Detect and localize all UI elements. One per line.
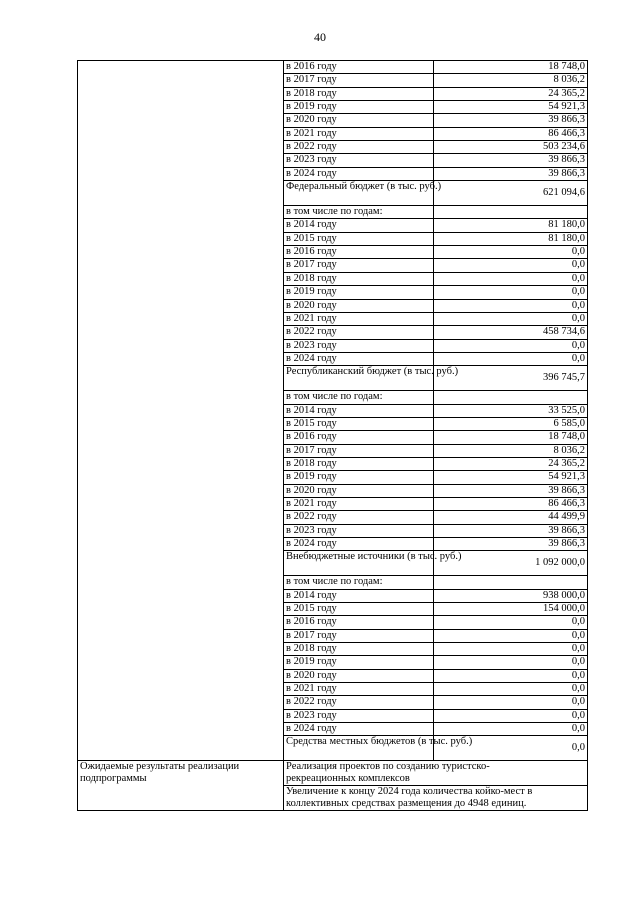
- results-label: Ожидаемые результаты реализации подпрограммы: [78, 761, 284, 811]
- row-value: 54 921,3: [434, 471, 588, 484]
- row-label: в 2015 году: [284, 417, 434, 430]
- row-value: 0,0: [434, 272, 588, 285]
- row-label: в 2017 году: [284, 629, 434, 642]
- row-label: в 2022 году: [284, 511, 434, 524]
- row-label: Федеральный бюджет (в тыс. руб.): [284, 181, 434, 206]
- row-value: 0,0: [434, 669, 588, 682]
- row-label: в 2021 году: [284, 683, 434, 696]
- row-value: 0,0: [434, 696, 588, 709]
- row-value: 44 499,9: [434, 511, 588, 524]
- row-label: в 2015 году: [284, 603, 434, 616]
- row-label: в 2018 году: [284, 87, 434, 100]
- row-label: в 2021 году: [284, 127, 434, 140]
- row-label: в 2018 году: [284, 643, 434, 656]
- row-value: 0,0: [434, 246, 588, 259]
- row-label: в 2023 году: [284, 339, 434, 352]
- row-label: в 2017 году: [284, 259, 434, 272]
- row-value: 8 036,2: [434, 74, 588, 87]
- row-value: 0,0: [434, 312, 588, 325]
- row-value: 621 094,6: [434, 181, 588, 206]
- row-value: 86 466,3: [434, 497, 588, 510]
- row-label: в 2019 году: [284, 286, 434, 299]
- row-value: 0,0: [434, 709, 588, 722]
- row-label: в 2023 году: [284, 709, 434, 722]
- row-value: 39 866,3: [434, 524, 588, 537]
- row-label: в 2022 году: [284, 326, 434, 339]
- row-value: 81 180,0: [434, 219, 588, 232]
- row-value: [434, 391, 588, 404]
- result-item-2: Увеличение к концу 2024 года количества койко-мест в коллективных средствах размещения до 4948 единиц.: [284, 786, 588, 811]
- row-value: 39 866,3: [434, 167, 588, 180]
- row-value: [434, 576, 588, 589]
- row-label: в 2019 году: [284, 471, 434, 484]
- row-label: в 2016 году: [284, 431, 434, 444]
- row-label: в 2020 году: [284, 299, 434, 312]
- row-label: в 2023 году: [284, 524, 434, 537]
- row-label: в 2024 году: [284, 538, 434, 551]
- row-value: 39 866,3: [434, 538, 588, 551]
- results-row: [78, 761, 588, 786]
- row-label: Республиканский бюджет (в тыс. руб.): [284, 366, 434, 391]
- row-label: в 2016 году: [284, 61, 434, 74]
- row-label: в 2019 году: [284, 656, 434, 669]
- row-value: 0,0: [434, 616, 588, 629]
- row-label: в том числе по годам:: [284, 206, 434, 219]
- row-label: в 2022 году: [284, 141, 434, 154]
- row-label: в 2017 году: [284, 444, 434, 457]
- financing-table: [77, 60, 588, 811]
- row-label: в 2017 году: [284, 74, 434, 87]
- row-label: в 2018 году: [284, 272, 434, 285]
- table-row: [78, 61, 588, 74]
- row-value: 39 866,3: [434, 114, 588, 127]
- row-value: [434, 206, 588, 219]
- row-value: 503 234,6: [434, 141, 588, 154]
- row-value: 86 466,3: [434, 127, 588, 140]
- row-value: 0,0: [434, 723, 588, 736]
- row-label: в 2020 году: [284, 114, 434, 127]
- row-value: 0,0: [434, 736, 588, 761]
- row-value: 1 092 000,0: [434, 551, 588, 576]
- row-label: в 2014 году: [284, 589, 434, 602]
- row-label: Внебюджетные источники (в тыс. руб.): [284, 551, 434, 576]
- row-value: 154 000,0: [434, 603, 588, 616]
- row-value: 0,0: [434, 643, 588, 656]
- row-value: 18 748,0: [434, 61, 588, 74]
- row-value: 8 036,2: [434, 444, 588, 457]
- row-label: в 2023 году: [284, 154, 434, 167]
- row-value: 938 000,0: [434, 589, 588, 602]
- row-value: 24 365,2: [434, 457, 588, 470]
- row-label: Средства местных бюджетов (в тыс. руб.): [284, 736, 434, 761]
- row-label: в 2024 году: [284, 167, 434, 180]
- row-value: 0,0: [434, 259, 588, 272]
- row-label: в 2015 году: [284, 232, 434, 245]
- row-value: 81 180,0: [434, 232, 588, 245]
- row-label: в 2021 году: [284, 312, 434, 325]
- row-label: в 2019 году: [284, 101, 434, 114]
- row-value: 6 585,0: [434, 417, 588, 430]
- row-value: 0,0: [434, 683, 588, 696]
- row-label: в том числе по годам:: [284, 576, 434, 589]
- row-label: в том числе по годам:: [284, 391, 434, 404]
- row-label: в 2014 году: [284, 219, 434, 232]
- row-label: в 2024 году: [284, 352, 434, 365]
- row-value: 458 734,6: [434, 326, 588, 339]
- row-label: в 2024 году: [284, 723, 434, 736]
- row-label: в 2014 году: [284, 404, 434, 417]
- row-value: 396 745,7: [434, 366, 588, 391]
- row-value: 54 921,3: [434, 101, 588, 114]
- row-label: в 2021 году: [284, 497, 434, 510]
- row-value: 39 866,3: [434, 154, 588, 167]
- row-value: 33 525,0: [434, 404, 588, 417]
- row-label: в 2018 году: [284, 457, 434, 470]
- result-item-1: Реализация проектов по созданию туристско-рекреационных комплексов: [284, 761, 588, 786]
- row-value: 24 365,2: [434, 87, 588, 100]
- page-number: 40: [314, 30, 326, 44]
- row-value: 18 748,0: [434, 431, 588, 444]
- row-label: в 2020 году: [284, 669, 434, 682]
- row-label: в 2020 году: [284, 484, 434, 497]
- row-label: в 2016 году: [284, 616, 434, 629]
- row-value: 0,0: [434, 629, 588, 642]
- row-label: в 2022 году: [284, 696, 434, 709]
- left-empty-cell: [78, 61, 284, 761]
- row-label: в 2016 году: [284, 246, 434, 259]
- row-value: 0,0: [434, 656, 588, 669]
- row-value: 0,0: [434, 286, 588, 299]
- row-value: 0,0: [434, 299, 588, 312]
- row-value: 39 866,3: [434, 484, 588, 497]
- row-value: 0,0: [434, 352, 588, 365]
- row-value: 0,0: [434, 339, 588, 352]
